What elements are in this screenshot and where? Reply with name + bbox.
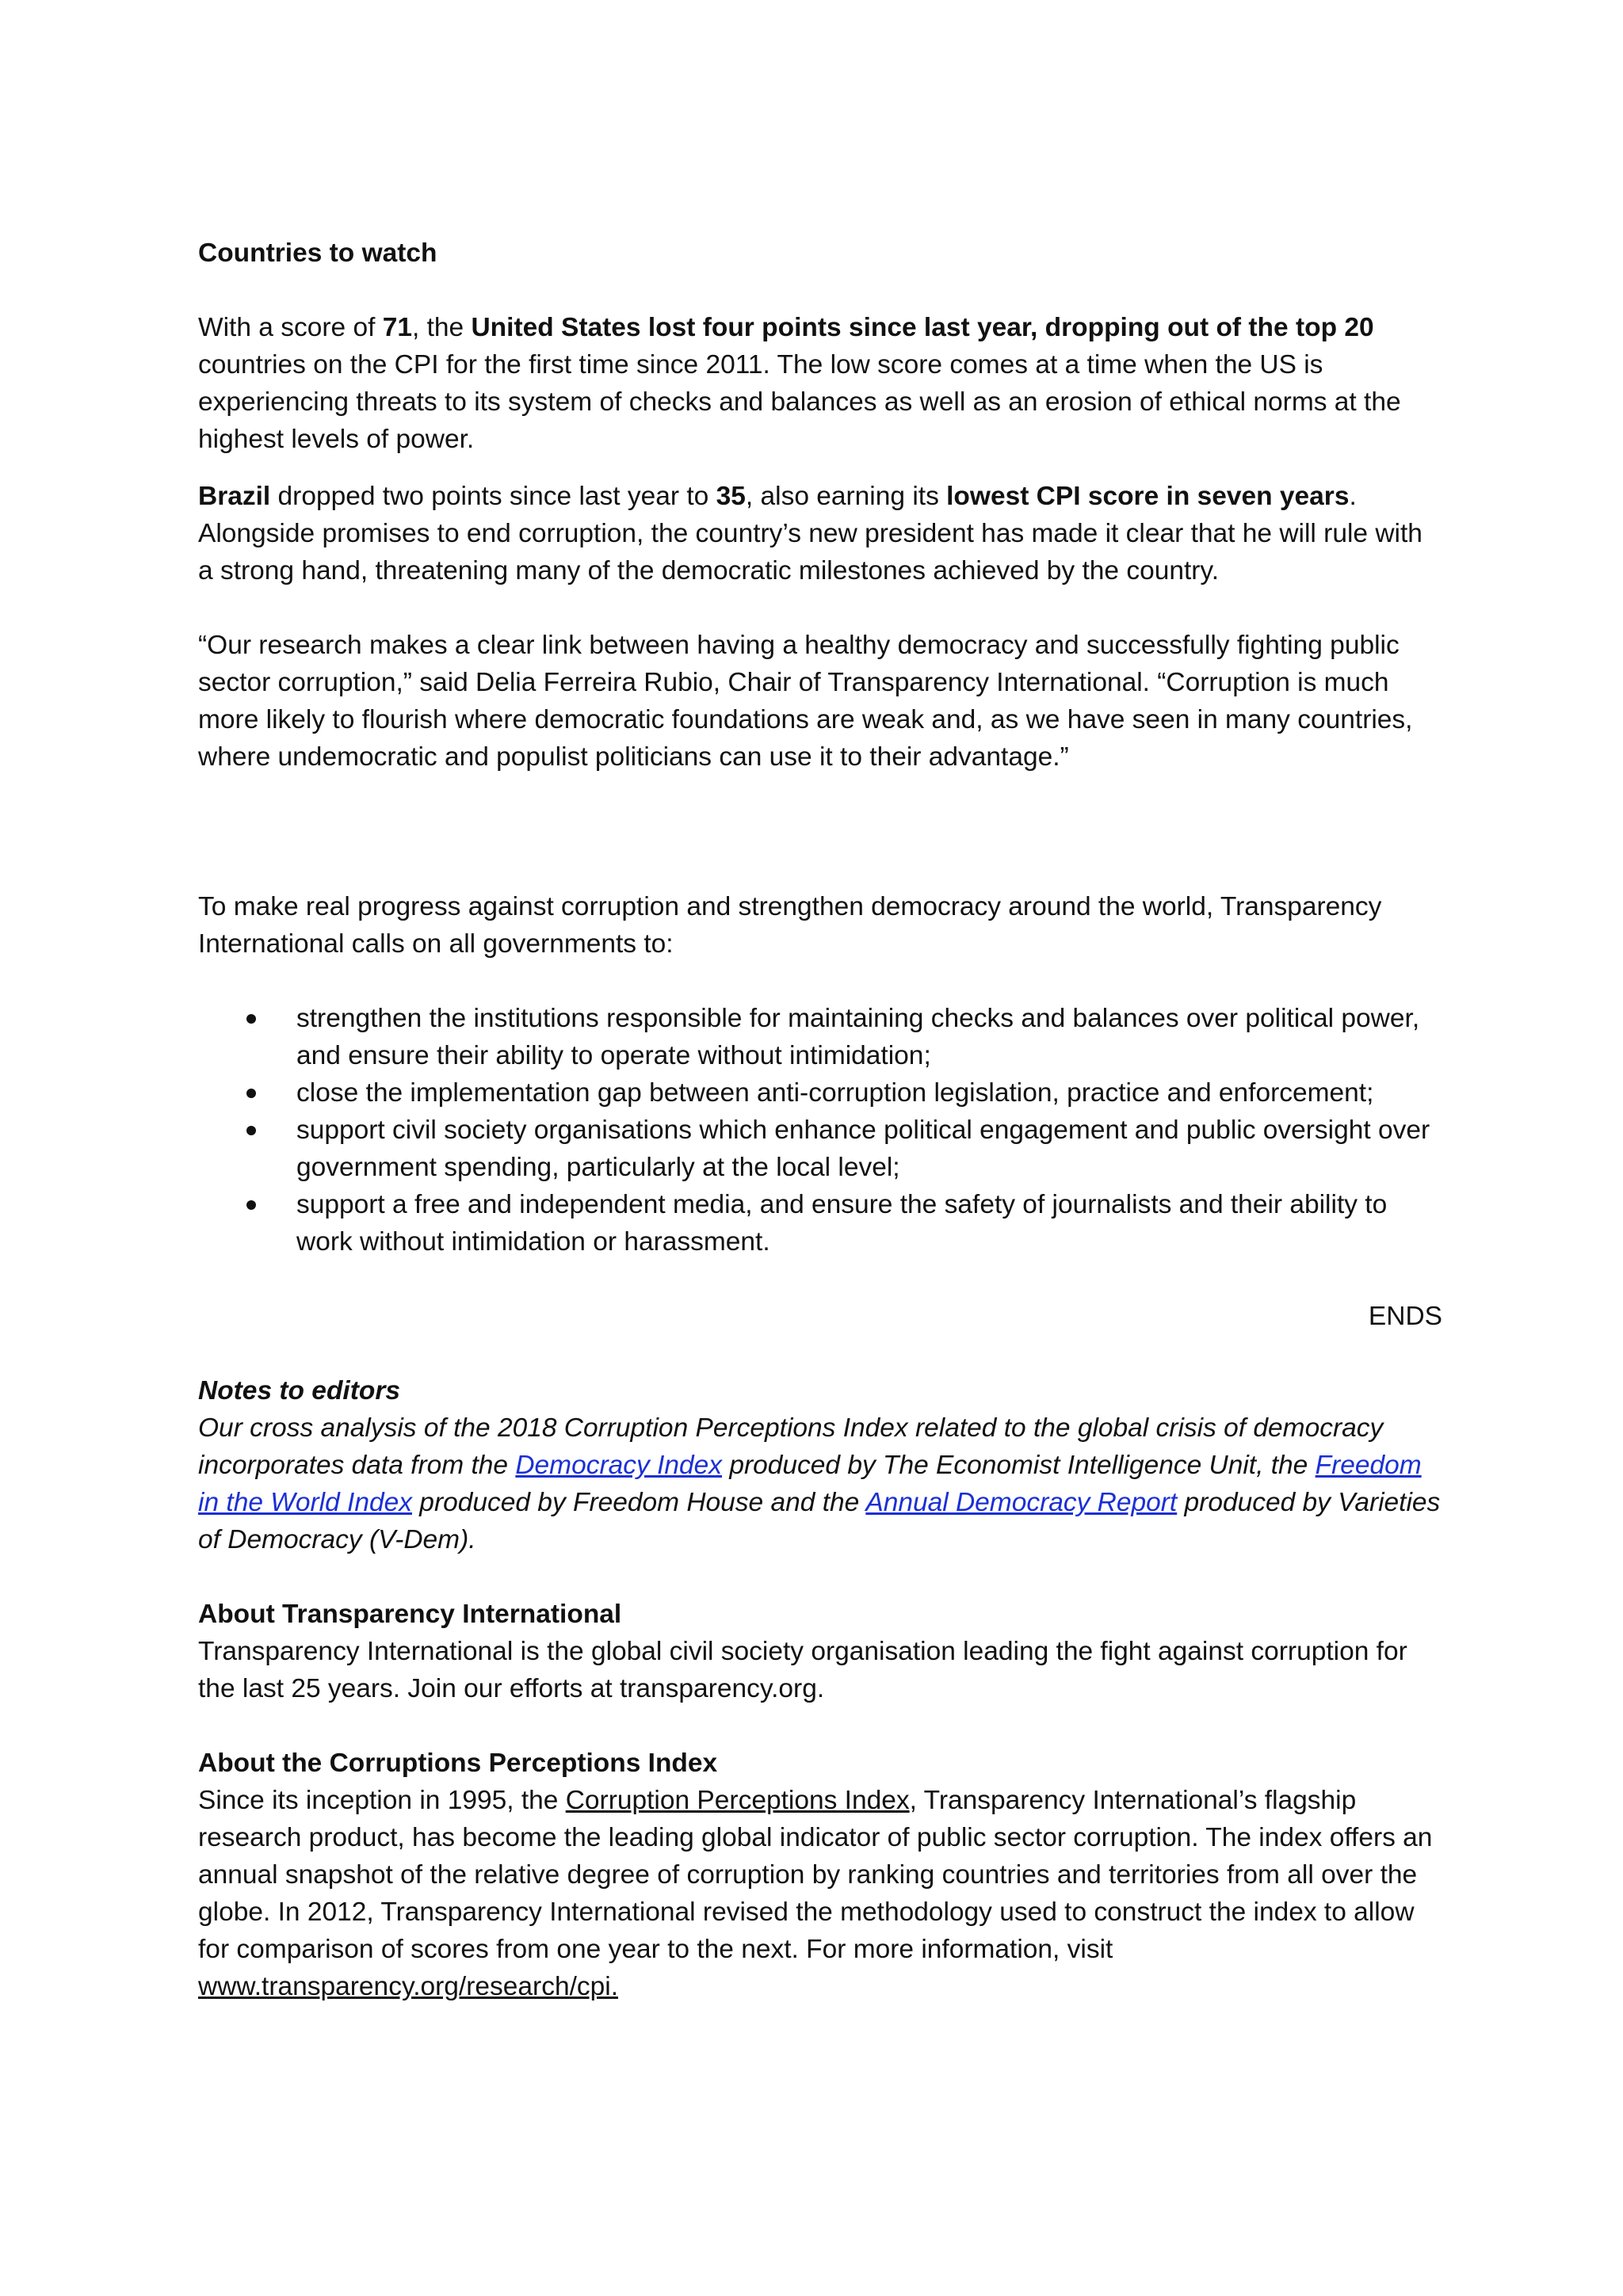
list-item: support a free and independent media, and ensure the safety of journalists and their ability to work without intimidation or harassment. bbox=[296, 1186, 1442, 1261]
paragraph-united-states: With a score of 71, the United States lost four points since last year, dropping out of the top 20 countries on the CPI for the first time since 2011. The low score comes at a time when the US is experiencing threats to its system of checks and balances as well as an erosion of ethical norms at the highest levels of power. bbox=[198, 313, 1401, 454]
about-ti-body: Transparency International is the global civil society organisation leading the fight against corruption for the last 25 years. Join our efforts at transparency.org. bbox=[198, 1637, 1407, 1703]
list-item: close the implementation gap between anti-corruption legislation, practice and enforcement; bbox=[296, 1074, 1442, 1112]
annual-democracy-report-link[interactable]: Annual Democracy Report bbox=[865, 1488, 1178, 1517]
paragraph-quote: “Our research makes a clear link between having a healthy democracy and successfully fighting public sector corruption,” said Delia Ferreira Rubio, Chair of Transparency International. “Corruption is much more likely to flourish where democratic foundations are weak and, as we have seen in many countries, where undemocratic and populist politicians can use it to their advantage.” bbox=[198, 631, 1413, 772]
calls-list bbox=[198, 1000, 1442, 1261]
notes-body: Our cross analysis of the 2018 Corruption Perceptions Index related to the global crisis of democracy incorporates data from the Democracy Index produced by The Economist Intelligence Unit, the Freedom in the World Index produced by Freedom House and the Annual Democracy Report produced by Varieties of Democracy (V-Dem). bbox=[198, 1413, 1441, 1554]
bullet-icon bbox=[246, 1014, 256, 1024]
bullet-icon bbox=[246, 1126, 256, 1135]
bullet-icon bbox=[246, 1089, 256, 1098]
about-cpi-body: Since its inception in 1995, the Corruption Perceptions Index, Transparency International’s flagship research product, has become the leading global indicator of public sector corruption. The index offers an annual snapshot of the relative degree of corruption by ranking countries and territories from all over the globe. In 2012, Transparency International revised the methodology used to construct the index to allow for comparison of scores from one year to the next. For more information, visit www.transparency.org/research/cpi. bbox=[198, 1786, 1433, 2001]
ends-marker: ENDS bbox=[1368, 1302, 1442, 1331]
bullet-icon bbox=[246, 1200, 256, 1210]
democracy-index-link[interactable]: Democracy Index bbox=[515, 1451, 723, 1480]
cpi-url-link[interactable]: www.transparency.org/research/cpi. bbox=[198, 1972, 619, 2001]
about-ti-heading: About Transparency International bbox=[198, 1600, 622, 1629]
paragraph-brazil: Brazil dropped two points since last year to 35, also earning its lowest CPI score in seven years. Alongside promises to end corruption, the country’s new president has made it clear that he will rule with a strong hand, threatening many of the democratic milestones achieved by the country. bbox=[198, 482, 1423, 585]
heading-countries-to-watch: Countries to watch bbox=[198, 238, 437, 268]
about-cpi-heading: About the Corruptions Perceptions Index bbox=[198, 1749, 718, 1778]
cpi-link[interactable]: Corruption Perceptions Index bbox=[565, 1786, 910, 1815]
freedom-in-the-world-link[interactable]: Freedom in the World Index bbox=[198, 1451, 1422, 1517]
paragraph-calls-intro: To make real progress against corruption and strengthen democracy around the world, Transparency International calls on all governments to: bbox=[198, 892, 1382, 959]
notes-heading: Notes to editors bbox=[198, 1376, 400, 1405]
list-item: strengthen the institutions responsible for maintaining checks and balances over political power, and ensure their ability to operate without intimidation; bbox=[296, 1000, 1442, 1074]
list-item: support civil society organisations which enhance political engagement and public oversight over government spending, particularly at the local level; bbox=[296, 1112, 1442, 1186]
document-page bbox=[198, 235, 1442, 2005]
